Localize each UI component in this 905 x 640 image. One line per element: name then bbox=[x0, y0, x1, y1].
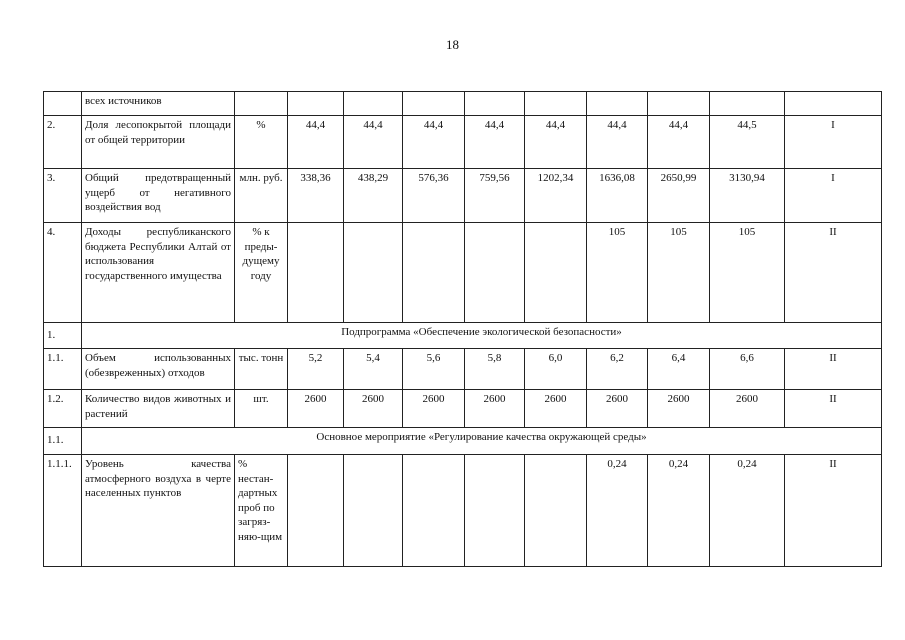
value-cell: 6,2 bbox=[587, 349, 648, 390]
value-cell: 3130,94 bbox=[710, 169, 785, 223]
row-number: 1.1.1. bbox=[44, 455, 82, 567]
value-cell bbox=[288, 455, 344, 567]
value-cell bbox=[525, 455, 587, 567]
main-activity-title: Основное мероприятие «Регулирование качества окружающей среды» bbox=[82, 428, 882, 455]
page-number: 18 bbox=[446, 37, 459, 52]
indicator-unit: тыс. тонн bbox=[235, 349, 288, 390]
value-cell: 5,2 bbox=[288, 349, 344, 390]
row-number: 1.1. bbox=[44, 349, 82, 390]
row-number: 1.1. bbox=[44, 428, 82, 455]
value-cell bbox=[465, 455, 525, 567]
value-cell: 105 bbox=[710, 223, 785, 323]
value-cell: 438,29 bbox=[344, 169, 403, 223]
value-cell: 44,4 bbox=[587, 116, 648, 169]
value-cell: 2650,99 bbox=[648, 169, 710, 223]
value-cell bbox=[587, 92, 648, 116]
value-cell bbox=[288, 223, 344, 323]
indicator-name: всех источников bbox=[82, 92, 235, 116]
value-cell: 6,0 bbox=[525, 349, 587, 390]
row-number: 4. bbox=[44, 223, 82, 323]
value-cell: 2600 bbox=[587, 390, 648, 428]
value-cell: 6,4 bbox=[648, 349, 710, 390]
row-number: 1. bbox=[44, 323, 82, 349]
value-cell: 2600 bbox=[710, 390, 785, 428]
value-cell: 44,4 bbox=[648, 116, 710, 169]
indicator-name: Количество видов животных и растений bbox=[82, 390, 235, 428]
value-cell: 2600 bbox=[288, 390, 344, 428]
value-cell bbox=[465, 223, 525, 323]
row-number: 3. bbox=[44, 169, 82, 223]
value-cell bbox=[525, 92, 587, 116]
level-cell bbox=[785, 92, 882, 116]
table-row bbox=[44, 323, 882, 349]
value-cell: 2600 bbox=[403, 390, 465, 428]
table-row bbox=[44, 349, 882, 390]
level-cell: II bbox=[785, 455, 882, 567]
value-cell: 44,4 bbox=[344, 116, 403, 169]
value-cell: 759,56 bbox=[465, 169, 525, 223]
value-cell: 5,4 bbox=[344, 349, 403, 390]
table-row bbox=[44, 223, 882, 323]
subprogram-title: Подпрограмма «Обеспечение экологической безопасности» bbox=[82, 323, 882, 349]
value-cell bbox=[403, 455, 465, 567]
level-cell: I bbox=[785, 169, 882, 223]
value-cell: 44,4 bbox=[465, 116, 525, 169]
value-cell: 105 bbox=[648, 223, 710, 323]
value-cell bbox=[344, 455, 403, 567]
value-cell: 5,8 bbox=[465, 349, 525, 390]
value-cell bbox=[403, 92, 465, 116]
value-cell: 2600 bbox=[648, 390, 710, 428]
value-cell bbox=[648, 92, 710, 116]
value-cell: 576,36 bbox=[403, 169, 465, 223]
table-row bbox=[44, 390, 882, 428]
value-cell: 44,4 bbox=[403, 116, 465, 169]
level-cell: I bbox=[785, 116, 882, 169]
row-number: 2. bbox=[44, 116, 82, 169]
indicator-unit: млн. руб. bbox=[235, 169, 288, 223]
value-cell: 2600 bbox=[344, 390, 403, 428]
indicator-name: Общий предотвращенный ущерб от негативного воздействия вод bbox=[82, 169, 235, 223]
value-cell: 44,5 bbox=[710, 116, 785, 169]
value-cell bbox=[344, 223, 403, 323]
value-cell bbox=[344, 92, 403, 116]
row-number bbox=[44, 92, 82, 116]
value-cell: 6,6 bbox=[710, 349, 785, 390]
indicator-name: Доходы республиканского бюджета Республики Алтай от использования государственного имущества bbox=[82, 223, 235, 323]
indicator-name: Объем использованных (обезвреженных) отходов bbox=[82, 349, 235, 390]
level-cell: II bbox=[785, 223, 882, 323]
indicators-table bbox=[43, 91, 882, 567]
row-number: 1.2. bbox=[44, 390, 82, 428]
value-cell: 338,36 bbox=[288, 169, 344, 223]
level-cell: II bbox=[785, 349, 882, 390]
value-cell bbox=[525, 223, 587, 323]
value-cell: 1636,08 bbox=[587, 169, 648, 223]
value-cell: 2600 bbox=[525, 390, 587, 428]
value-cell bbox=[288, 92, 344, 116]
level-cell: II bbox=[785, 390, 882, 428]
table-row bbox=[44, 455, 882, 567]
indicator-name: Доля лесопокрытой площади от общей территории bbox=[82, 116, 235, 169]
value-cell: 105 bbox=[587, 223, 648, 323]
value-cell: 2600 bbox=[465, 390, 525, 428]
value-cell: 44,4 bbox=[525, 116, 587, 169]
value-cell bbox=[710, 92, 785, 116]
table-row bbox=[44, 116, 882, 169]
indicator-name: Уровень качества атмосферного воздуха в черте населенных пунктов bbox=[82, 455, 235, 567]
indicator-unit: % нестан-дартных проб по загряз-няю-щим bbox=[235, 455, 288, 567]
value-cell: 0,24 bbox=[587, 455, 648, 567]
table-row bbox=[44, 169, 882, 223]
value-cell bbox=[465, 92, 525, 116]
value-cell: 0,24 bbox=[648, 455, 710, 567]
table-row bbox=[44, 428, 882, 455]
value-cell bbox=[403, 223, 465, 323]
indicator-unit bbox=[235, 92, 288, 116]
value-cell: 1202,34 bbox=[525, 169, 587, 223]
indicator-unit: % bbox=[235, 116, 288, 169]
value-cell: 0,24 bbox=[710, 455, 785, 567]
value-cell: 5,6 bbox=[403, 349, 465, 390]
indicator-unit: шт. bbox=[235, 390, 288, 428]
indicator-unit: % к преды-дущему году bbox=[235, 223, 288, 323]
table-row bbox=[44, 92, 882, 116]
value-cell: 44,4 bbox=[288, 116, 344, 169]
